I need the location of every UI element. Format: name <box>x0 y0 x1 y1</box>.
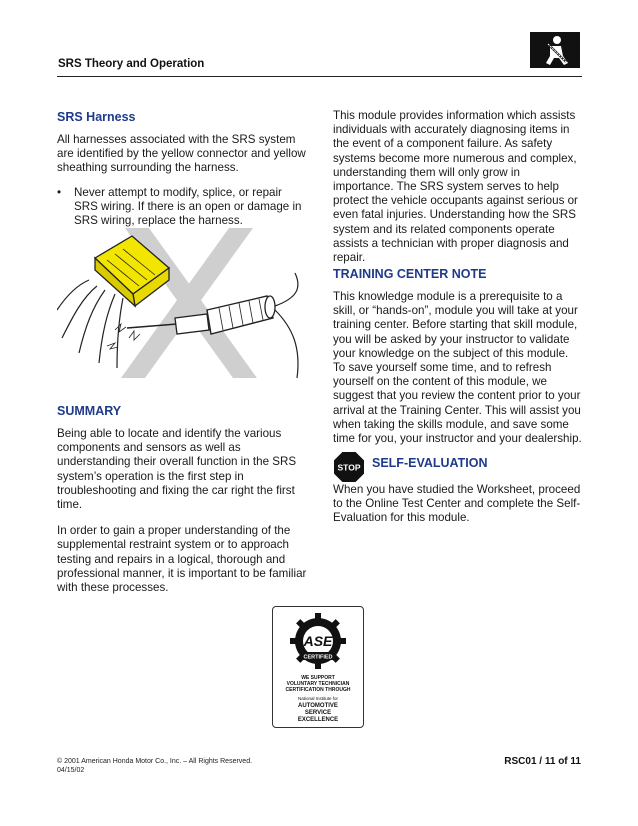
ase-logo-text: ASE <box>303 633 333 649</box>
training-text: This knowledge module is a prerequisite to a skill, or “hands-on”, module you will take at your training center. Before starting that skill module, you will be asked by your instructor to validate your knowledge on the subject of this module. To save yourself some time, and to refresh yourself on the content of this module, we suggest that you review the content prior to your arrival at the Training Center. This will assist you when taking the skills module, and save some time for you, your instructor and your dealership. <box>333 290 582 446</box>
srs-harness-text: All harnesses associated with the SRS system are identified by the yellow connector and yellow sheathing surrounding the harness. <box>57 133 306 175</box>
summary-section <box>57 404 307 595</box>
srs-harness-section <box>57 110 307 228</box>
srs-harness-bullet <box>57 186 307 229</box>
ase-line-3: CERTIFICATION THROUGH <box>285 687 351 693</box>
ase-certification-badge <box>272 606 364 728</box>
footer-date: 04/15/02 <box>57 767 85 774</box>
summary-para-2: In order to gain a proper understanding of the supplemental restraint system or to approach testing and repairs in a logical, thorough and professional manner, it is important to be familiar with these processes. <box>57 524 307 595</box>
training-section <box>333 267 583 446</box>
bullet-dot: • <box>57 185 62 199</box>
ase-line-2: VOLUNTARY TECHNICIAN <box>286 681 350 687</box>
footer-left <box>57 757 252 775</box>
footer-copyright: © 2001 American Honda Motor Co., Inc. – All Rights Reserved. <box>57 758 253 765</box>
self-eval-heading-wrap <box>372 456 582 470</box>
ase-line-5: AUTOMOTIVE <box>298 703 338 709</box>
ase-line-6: SERVICE <box>304 710 332 716</box>
training-heading: TRAINING CENTER NOTE <box>333 267 487 281</box>
srs-harness-bullet-text: Never attempt to modify, splice, or repair SRS wiring. If there is an open or damage in SRS wiring, replace the harness. <box>74 185 302 228</box>
ase-certified-text: CERTIFIED <box>303 654 333 661</box>
self-eval-text: When you have studied the Worksheet, proceed to the Online Test Center and complete the Self-Evaluation for this module. <box>333 483 581 525</box>
stop-sign-icon <box>333 451 365 483</box>
summary-heading: SUMMARY <box>57 404 122 418</box>
summary-para-1: Being able to locate and identify the various components and sensors as well as understanding their overall function in the SRS system’s operation is the first step in troubleshooting and fixing the car right the first time. <box>57 427 297 512</box>
intro-text: This module provides information which assists individuals with accurately diagnosing items in the event of a component failure. As safety systems become more numerous and complex, understanding them will only grow in importance. The SRS system serves to help protect the vehicle occupants against serious or even fatal injuries. Understanding how the SRS system and its related components operate assists a technician with proper diagnosis and repair. <box>333 109 578 265</box>
ase-line-7: EXCELLENCE <box>297 717 339 723</box>
harness-illustration <box>57 228 307 386</box>
ase-line-1: WE SUPPORT <box>301 675 335 681</box>
ase-gear-icon <box>289 612 347 670</box>
seatbelt-icon <box>530 32 580 68</box>
intro-section <box>333 109 583 265</box>
footer-page-number: RSC01 / 11 of 11 <box>504 756 581 767</box>
srs-harness-heading: SRS Harness <box>57 110 136 124</box>
self-eval-heading: SELF-EVALUATION <box>372 456 488 470</box>
header-rule <box>57 76 582 77</box>
stop-sign-label: STOP <box>337 462 361 473</box>
ase-line-4: National Institute for <box>297 696 339 701</box>
page-header-title: SRS Theory and Operation <box>58 58 205 70</box>
self-eval-section <box>333 483 583 526</box>
